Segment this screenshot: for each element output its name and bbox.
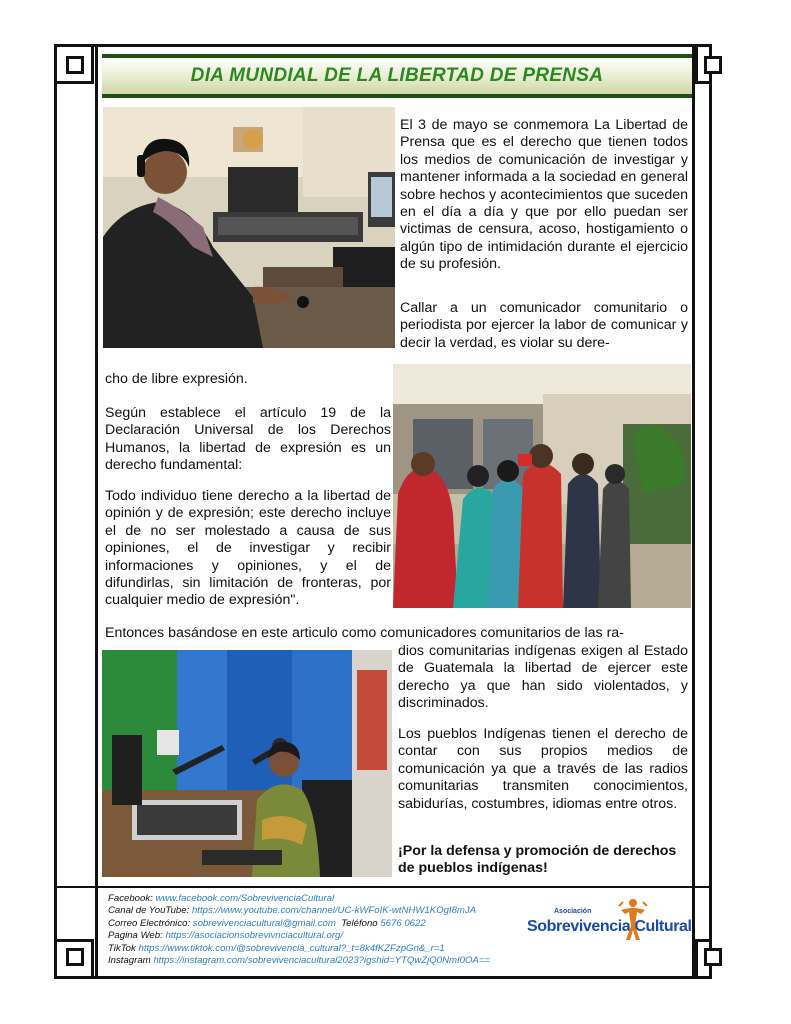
frame-square-bl (66, 948, 84, 966)
footer-divider (54, 886, 712, 888)
phone-number[interactable]: 5676 0622 (380, 917, 426, 929)
paragraph-quote: Todo individuo tiene derecho a la libertad de opinión y de expresión; este derecho incluye el de no ser molestado a causa de sus opiniones, el de investigar y recibir informaciones y opiniones, y el de difundirlas, sin limitación de fronteras, por cualquier medio de expresión". (105, 488, 391, 609)
paragraph-entonces: Entonces basándose en este articulo como comunicadores comunitarios de las ra- (105, 625, 624, 641)
instagram-link[interactable]: https://instagram.com/sobrevivenciacultural2023?igshid=YTQwZjQ0NmI0OA== (153, 955, 491, 967)
frame-square-br (704, 948, 722, 966)
logo-figure-icon (613, 896, 653, 944)
frame-inner-line-left (95, 44, 98, 979)
frame-square-tl (66, 56, 84, 74)
frame-inner-line-right (692, 44, 695, 979)
photo-radio-station (102, 650, 392, 877)
paragraph-callar: Callar a un comunicador comunitario o periodista por ejercer la labor de comunicar y decir la verdad, es violar su dere- (400, 300, 688, 351)
footer-facebook: Facebook: www.facebook.com/SobrevivenciaCultural (108, 893, 335, 904)
footer-youtube: Canal de YouTube: https://www.youtube.com/channel/UC-kWFoIK-wtNHW1KOgI8mJA (108, 905, 477, 917)
title-banner (102, 54, 692, 98)
tiktok-link[interactable]: https://www.tiktok.com/@sobrevivencia_cultural?_t=8k4fKZFzpGn&_r=1 (138, 942, 445, 954)
frame-square-tr (704, 56, 722, 74)
logo-name: Sobrevivencia Cultural (527, 918, 692, 935)
contact-footer (108, 893, 528, 967)
paragraph-articulo: Según establece el artículo 19 de la Declaración Universal de los Derechos Humanos, la libertad de expresión es un derecho fundamental: (105, 405, 391, 474)
footer-web: Pagina Web: https://asociacionsobrevivnciacultural.org/ (108, 930, 344, 942)
photo-radio-host (103, 107, 395, 348)
paragraph-intro: El 3 de mayo se conmemora La Libertad de Prensa que es el derecho que tienen todos los medios de comunicación de investigar y mantener informada a la sociedad en general sobre hechos y acontecimientos que suceden en el día a día y que por ello puedan ser victimas de censura, acoso, hostigamiento o algún tipo de intimidación durante el ejercicio de su profesión. (400, 117, 688, 273)
page-title: DIA MUNDIAL DE LA LIBERTAD DE PRENSA (190, 65, 604, 86)
footer-email: Correo Electrónico: sobrevivenciacultural@gmail.com Teléfono 5676 0622 (108, 917, 426, 929)
facebook-link[interactable]: www.facebook.com/SobrevivenciaCultural (155, 893, 335, 904)
photo-protest-group (393, 364, 691, 608)
web-link[interactable]: https://asociacionsobrevivnciacultural.org/ (165, 930, 344, 942)
footer-instagram: Instagram https://instagram.com/sobrevivenciacultural2023?igshid=YTQwZjQ0NmI0OA== (108, 955, 491, 967)
logo-small-text: Asociación (554, 908, 592, 915)
paragraph-callar-cont: cho de libre expresión. (105, 371, 248, 387)
footer-tiktok: TikTok https://www.tiktok.com/@sobrevivencia_cultural?_t=8k4fKZFzpGn&_r=1 (108, 942, 445, 954)
paragraph-entonces-cont: dios comunitarias indígenas exigen al Estado de Guatemala la libertad de ejercer este derecho ya que han sido violentados, y discriminados. (398, 643, 688, 712)
organization-logo (527, 896, 692, 946)
youtube-link[interactable]: https://www.youtube.com/channel/UC-kWFoIK-wtNHW1KOgI8mJA (191, 905, 477, 917)
closing-statement: ¡Por la defensa y promoción de derechos de pueblos indígenas! (398, 843, 677, 877)
email-link[interactable]: sobrevivenciacultural@gmail.com (192, 917, 336, 929)
paragraph-pueblos: Los pueblos Indígenas tienen el derecho de contar con sus propios medios de comunicación ya que a través de las radios comunitarias transmiten conocimientos, sabidurías, costumbres, idiomas entre otros. (398, 726, 688, 812)
